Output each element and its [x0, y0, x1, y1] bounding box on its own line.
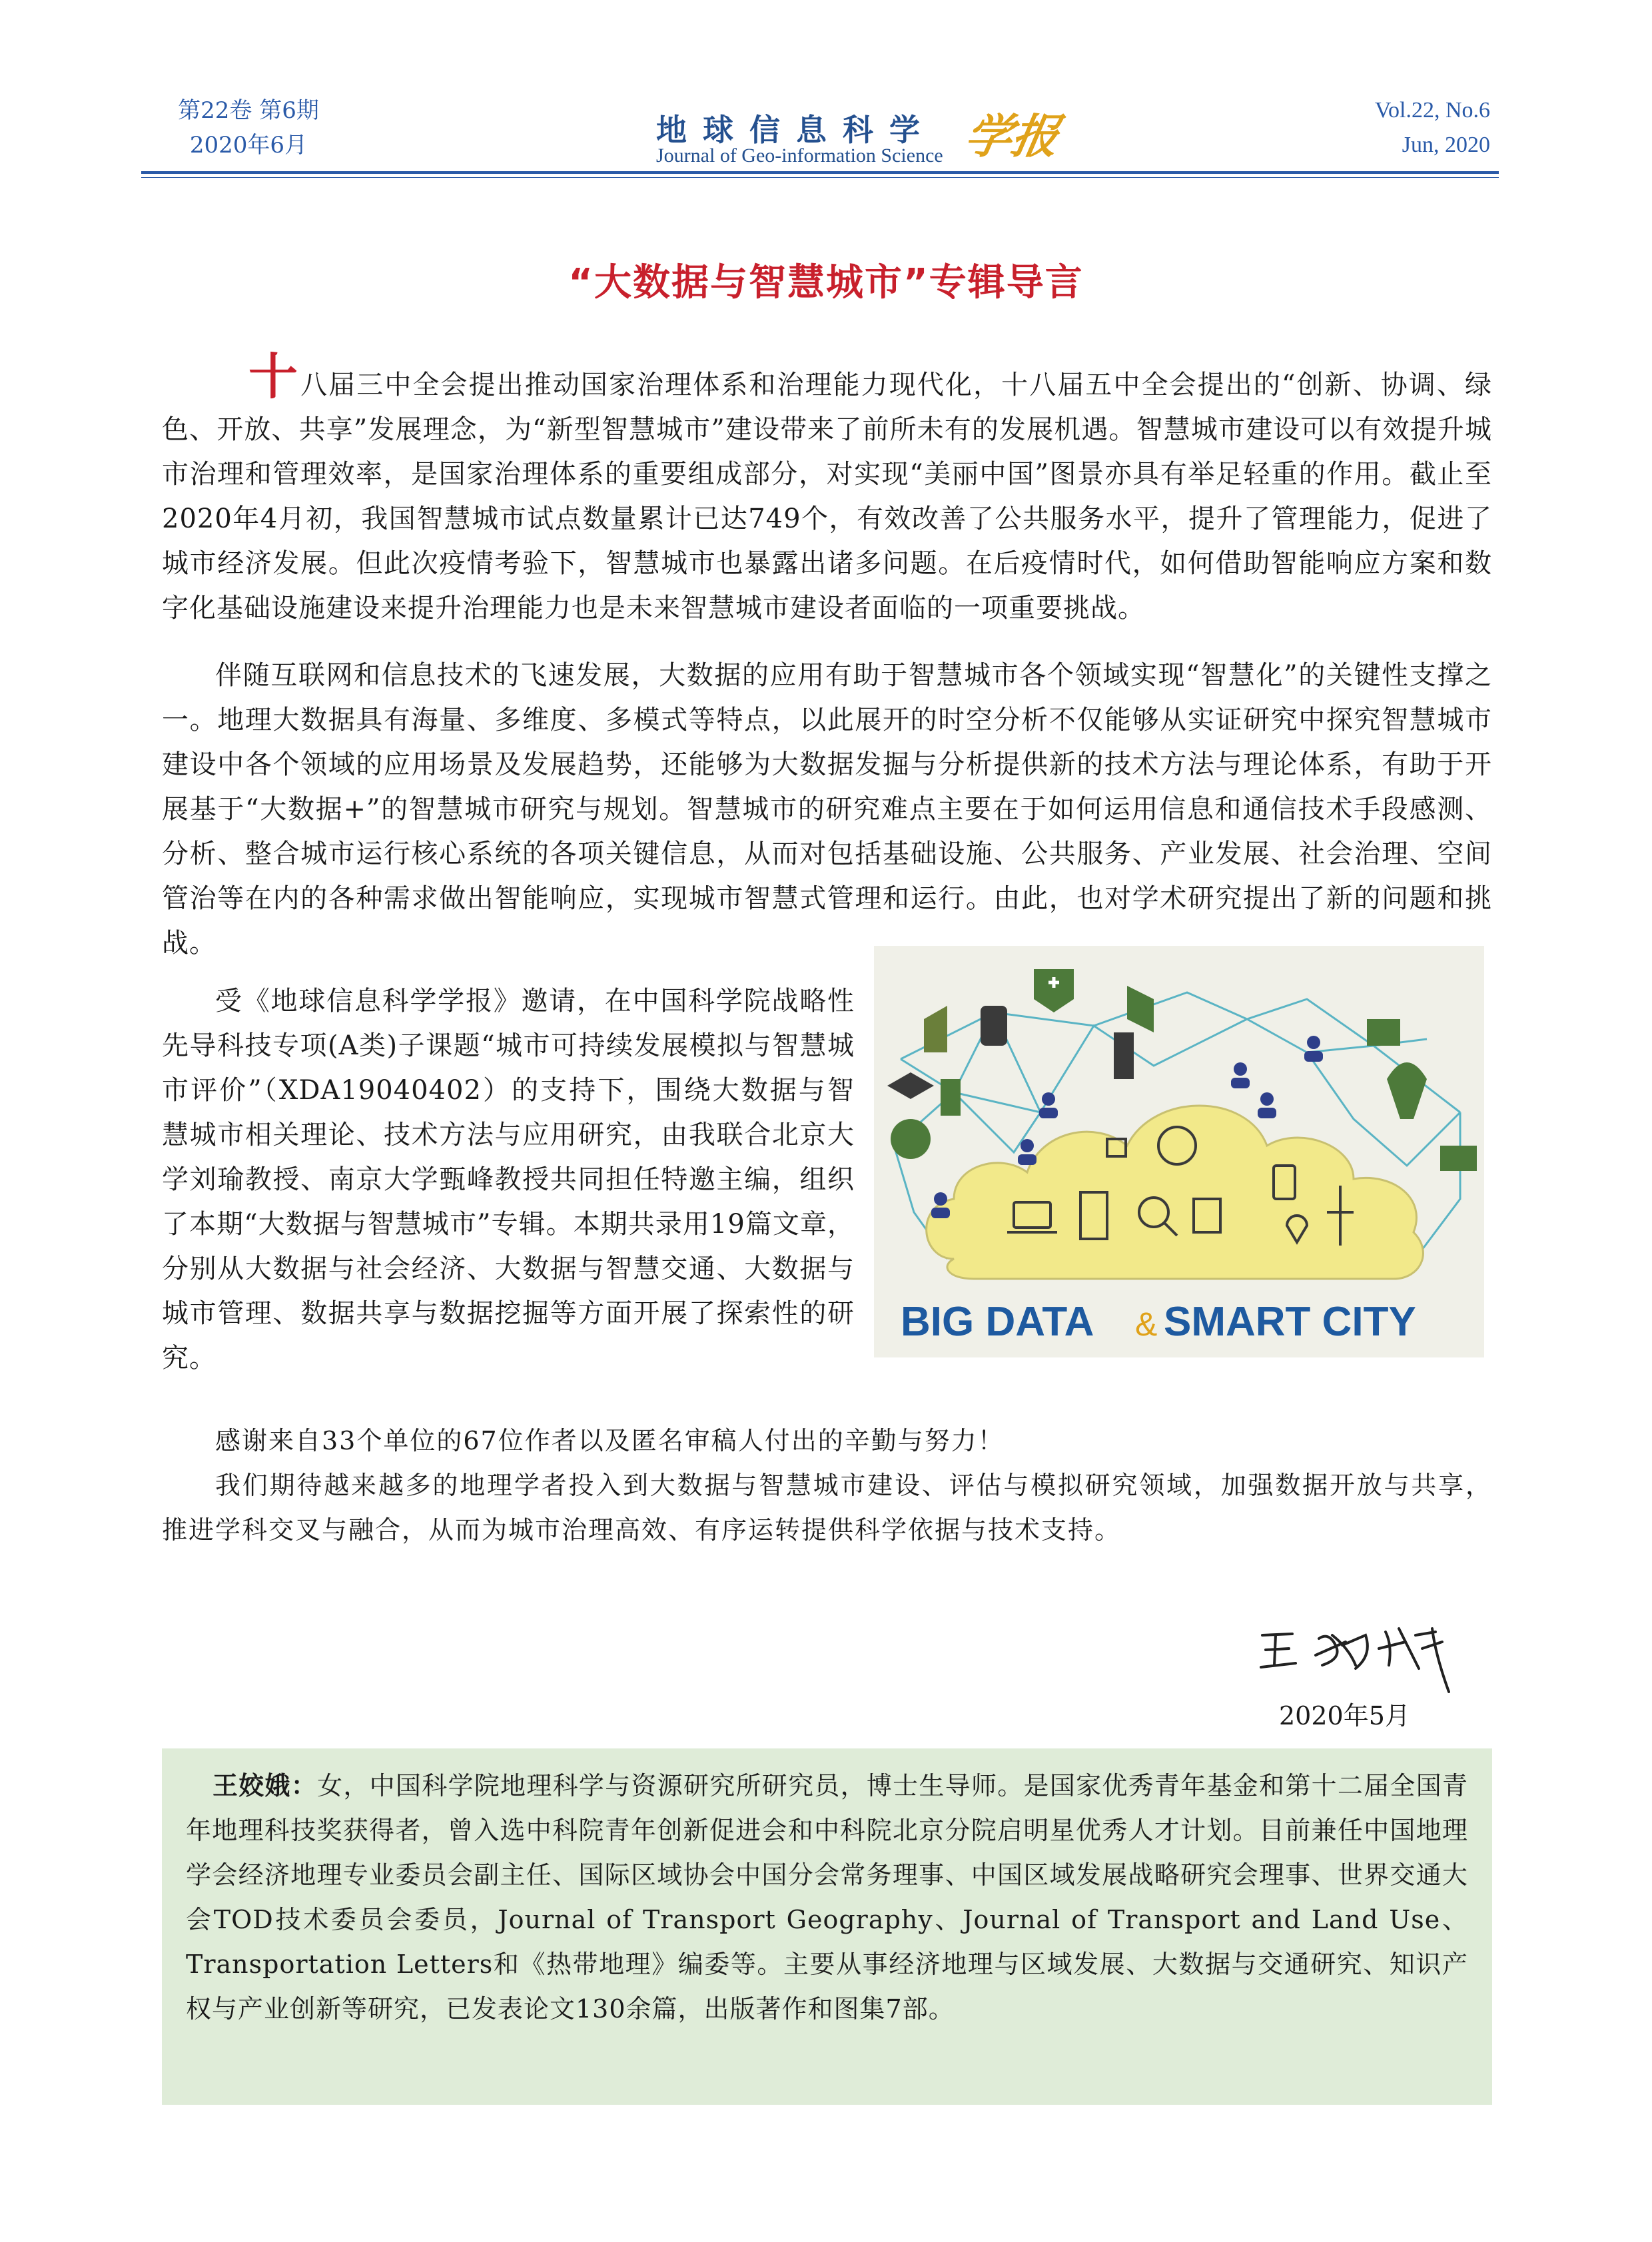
leaf-icon: [1127, 986, 1154, 1032]
label-big-data: BIG DATA: [901, 1299, 1094, 1345]
thanks-text: 感谢来自33个单位的67位作者以及匿名审稿人付出的辛勤与努力！: [215, 1426, 1005, 1455]
journal-title-en: Journal of Geo-information Science: [656, 145, 943, 167]
illustration-svg: [874, 946, 1484, 1357]
hope-text: 我们期待越来越多的地理学者投入到大数据与智慧城市建设、评估与模拟研究领域，加强数据开放与共享，推进学科交叉与融合，从而为城市治理高效、有序运转提供科学依据与技术支持。: [162, 1471, 1492, 1545]
author-bio-box: [162, 1748, 1492, 2105]
date-en: Jun, 2020: [1402, 133, 1490, 157]
paragraph-2-text: 伴随互联网和信息技术的飞速发展，大数据的应用有助于智慧城市各个领域实现“智慧化”的关键性支撑之一。地理大数据具有海量、多维度、多模式等特点，以此展开的时空分析不仅能够从实证研究中探究智慧城市建设中各个领域的应用场景及发展趋势，还能够为大数据发掘与分析提供新的技术方法与理论体系，有助于开展基于“大数据+”的智慧城市研究与规划。智慧城市的研究难点主要在于如何运用信息和通信技术手段感测、分析、整合城市运行核心系统的各项关键信息，从而对包括基础设施、公共服务、产业发展、社会治理、空间管治等在内的各种需求做出智能响应，实现城市智慧式管理和运行。由此，也对学术研究提出了新的问题和挑战。: [162, 660, 1492, 958]
paragraph-3: [162, 979, 855, 1381]
gear-icon: [891, 1119, 931, 1159]
bio-text: 女，中国科学院地理科学与资源研究所研究员，博士生导师。是国家优秀青年基金和第十二届全国青年地理科技奖获得者，曾入选中科院青年创新促进会和中科院北京分院启明星优秀人才计划。目前兼任中国地理学会经济地理专业委员会副主任、国际区域协会中国分会常务理事、中国区域发展战略研究会理事、世界交通大会TOD技术委员会委员，Journal of Transport Geography、Journal of Transport and Land Use、Transportation Letters和《热带地理》编委等。主要从事经济地理与区域发展、大数据与交通研究、知识产权与产业创新等研究，已发表论文130余篇，出版著作和图集7部。: [186, 1771, 1468, 2024]
header-rule-thin: [141, 177, 1499, 178]
label-smart-city: SMART CITY: [1164, 1299, 1416, 1345]
header-right: [1317, 93, 1490, 163]
train-icon: [981, 1006, 1007, 1046]
building-icon: [941, 1079, 961, 1116]
paragraph-1-text: 八届三中全会提出推动国家治理体系和治理能力现代化，十八届五中全会提出的“创新、协调、绿色、开放、共享”发展理念，为“新型智慧城市”建设带来了前所未有的发展机遇。智慧城市建设可以有效提升城市治理和管理效率，是国家治理体系的重要组成部分，对实现“美丽中国”图景亦具有举足轻重的作用。截止至2020年4月初，我国智慧城市试点数量累计已达749个，有效改善了公共服务水平，提升了管理能力，促进了城市经济发展。但此次疫情考验下，智慧城市也暴露出诸多问题。在后疫情时代，如何借助智能响应方案和数字化基础设施建设来提升治理能力也是未来智慧城市建设者面临的一项重要挑战。: [162, 370, 1493, 623]
cloud-shape: [927, 1106, 1424, 1279]
big-data-smart-city-illustration: [874, 946, 1484, 1357]
volume-issue-en: Vol.22, No.6: [1374, 98, 1490, 123]
header-rule-thick: [141, 171, 1499, 174]
paragraph-2: [162, 653, 1492, 966]
date-cn: 2020年6月: [189, 132, 308, 159]
volume-issue-cn: 第22卷 第6期: [178, 97, 319, 124]
tree-icon: [1387, 1062, 1427, 1119]
medical-shield-icon: [1034, 969, 1074, 1012]
label-ampersand: &: [1135, 1306, 1158, 1343]
article-title: “大数据与智慧城市”专辑导言: [568, 261, 1084, 304]
shopping-cart-icon: [1367, 1019, 1400, 1046]
money-bag-icon: [924, 1006, 947, 1052]
paragraph-1: [162, 348, 1493, 631]
handwritten-signature: [1256, 1609, 1455, 1695]
mail-icon: [1440, 1146, 1477, 1171]
bio-name: 王姣娥：: [212, 1770, 318, 1800]
lamp-icon: [1114, 1032, 1134, 1079]
journal-title-cn: 地球信息科学: [656, 112, 936, 148]
closing-paragraphs: [162, 1419, 1492, 1553]
paragraph-3-text: 受《地球信息科学学报》邀请，在中国科学院战略性先导科技专项(A类)子课题“城市可持续发展模拟与智慧城市评价”（XDA19040402）的支持下，围绕大数据与智慧城市相关理论、技术方法与应用研究，由我联合北京大学刘瑜教授、南京大学甄峰教授共同担任特邀主编，组织了本期“大数据与智慧城市”专辑。本期共录用19篇文章，分别从大数据与社会经济、大数据与智慧交通、大数据与城市管理、数据共享与数据挖掘等方面开展了探索性的研究。: [162, 986, 855, 1373]
signature-date: 2020年5月: [1279, 1701, 1410, 1730]
header-left: [162, 93, 335, 163]
journal-masthead: [656, 103, 1062, 167]
dropcap: 十: [248, 348, 300, 406]
journal-xuebao-logo: 学报: [960, 109, 1064, 164]
